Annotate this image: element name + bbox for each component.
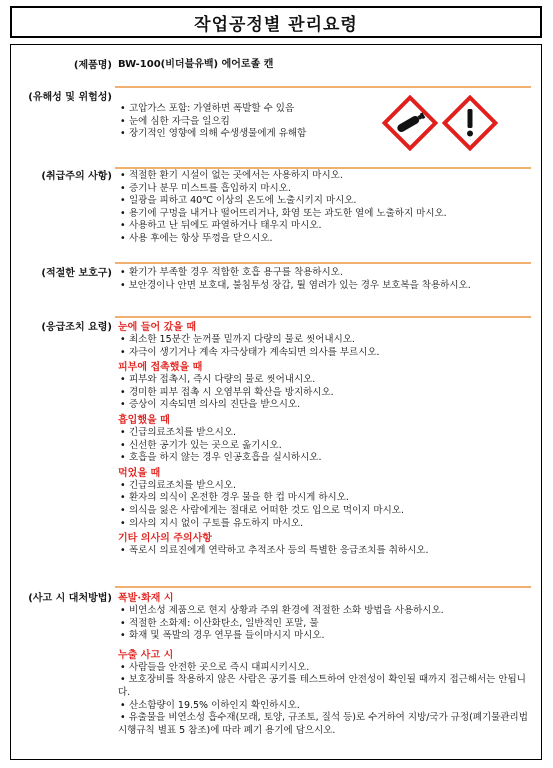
handling-list	[118, 170, 530, 246]
handling-item: • 사용 후에는 항상 뚜껑을 닫으시오.	[118, 233, 530, 246]
firstaid-content	[118, 321, 530, 558]
handling-item: • 사용하고 난 뒤에도 파열하거나 태우지 마시오.	[118, 220, 530, 233]
protective-item: • 보안경이나 안면 보호대, 불침투성 장갑, 튈 염려가 있는 경우 보호복을 착용하시오.	[118, 280, 530, 293]
handling-label: (취급주의 사항)	[41, 171, 112, 182]
accident-item: • 사람들을 안전한 곳으로 즉시 대피시키시오.	[118, 662, 530, 675]
product-name: BW-100(비더블유백) 에어로졸 캔	[118, 59, 274, 70]
accident-heading-fire: 폭발·화재 시	[118, 593, 174, 604]
firstaid-heading-doctor: 기타 의사의 주의사항	[118, 533, 212, 545]
protective-divider	[115, 262, 531, 264]
firstaid-item: • 긴급의료조치를 받으시오.	[118, 427, 530, 440]
firstaid-item: • 경미한 피부 접촉 시 오염부위 확산을 방지하시오.	[118, 387, 530, 400]
hazard-label: (유해성 및 위험성)	[28, 92, 112, 103]
protective-item: • 환기가 부족할 경우 적합한 호흡 용구를 착용하시오.	[118, 267, 530, 280]
handling-item: • 용기에 구멍을 내거나 떨어뜨리거나, 화염 또는 과도한 열에 노출하지 마시오.	[118, 208, 530, 221]
firstaid-item: • 자극이 생기거나 계속 자극상태가 계속되면 의사를 부르시오.	[118, 347, 530, 360]
accident-item: • 화재 및 폭발의 경우 연무를 들이마시지 마시오.	[118, 630, 530, 643]
firstaid-label: (응급조치 요령)	[41, 322, 112, 333]
firstaid-item: • 의식을 잃은 사람에게는 절대로 어떠한 것도 입으로 먹이지 마시오.	[118, 505, 530, 518]
handling-item: • 적절한 환기 시설이 없는 곳에서는 사용하지 마시오.	[118, 170, 530, 183]
firstaid-heading-eye: 눈에 들어 갔을 때	[118, 322, 197, 333]
handling-item: • 증기나 분무 미스트를 흡입하지 마시오.	[118, 183, 530, 196]
firstaid-item: • 피부와 접촉시, 즉시 다량의 물로 씻어내시오.	[118, 374, 530, 387]
exclamation-mark-icon	[442, 95, 498, 151]
hazard-item: • 고압가스 포함: 가열하면 폭발할 수 있음	[118, 103, 368, 116]
accident-heading-leak: 누출 사고 시	[118, 649, 174, 661]
hazard-item: • 장기적인 영향에 의해 수생생물에게 유해함	[118, 128, 368, 141]
accident-label: (사고 시 대처방법)	[28, 593, 112, 604]
hazard-divider	[115, 86, 531, 88]
accident-item: • 적절한 소화제: 이산화탄소, 일반적인 포말, 물	[118, 618, 530, 631]
accident-divider	[115, 586, 531, 588]
firstaid-item: • 환자의 의식이 온전한 경우 물을 한 컵 마시게 하시오.	[118, 492, 530, 505]
firstaid-heading-ingest: 먹었을 때	[118, 467, 161, 479]
hazard-item: • 눈에 심한 자극을 일으킴	[118, 116, 368, 129]
protective-label: (적절한 보호구)	[41, 268, 112, 279]
accident-item: • 보호장비를 착용하지 않은 사람은 공기를 테스트하여 안전성이 확인될 때까지 접근해서는 안됩니다.	[118, 674, 530, 699]
firstaid-item: • 최소한 15분간 눈꺼풀 밑까지 다량의 물로 씻어내시오.	[118, 334, 530, 347]
gas-cylinder-icon	[382, 95, 438, 151]
product-label: (제품명)	[73, 60, 112, 71]
firstaid-heading-inhale: 흡입했을 때	[118, 414, 170, 426]
firstaid-heading-skin: 피부에 접촉했을 때	[118, 362, 203, 374]
accident-content	[118, 592, 530, 737]
accident-item: • 유출물을 비연소성 흡수재(모래, 토양, 규조토, 질석 등)로 수거하여 지방/국가 규정(폐기물관리법 시행규칙 별표 5 참조)에 따라 폐기 용기에 담으시오.	[118, 712, 530, 737]
firstaid-item: • 폭로시 의료진에게 연락하고 추적조사 등의 특별한 응급조치를 취하시오.	[118, 545, 530, 558]
firstaid-item: • 긴급의료조치를 받으시오.	[118, 480, 530, 493]
firstaid-item: • 신선한 공기가 있는 곳으로 옮기시오.	[118, 440, 530, 453]
handling-divider	[115, 167, 531, 169]
accident-item: • 산소함량이 19.5% 이하인지 확인하시오.	[118, 700, 530, 713]
firstaid-item: • 호흡을 하지 않는 경우 인공호흡을 실시하시오.	[118, 452, 530, 465]
accident-item: • 비연소성 제품으로 현지 상황과 주위 환경에 적절한 소화 방법을 사용하시오.	[118, 605, 530, 618]
firstaid-divider	[115, 316, 531, 318]
hazard-list	[118, 103, 368, 141]
handling-item: • 일광을 피하고 40℃ 이상의 온도에 노출시키지 마시오.	[118, 195, 530, 208]
page-title: 작업공정별 관리요령	[10, 6, 542, 38]
firstaid-item: • 증상이 지속되면 의사의 진단을 받으시오.	[118, 399, 530, 412]
firstaid-item: • 의사의 지시 없이 구토를 유도하지 마시오.	[118, 518, 530, 531]
protective-list	[118, 267, 530, 292]
